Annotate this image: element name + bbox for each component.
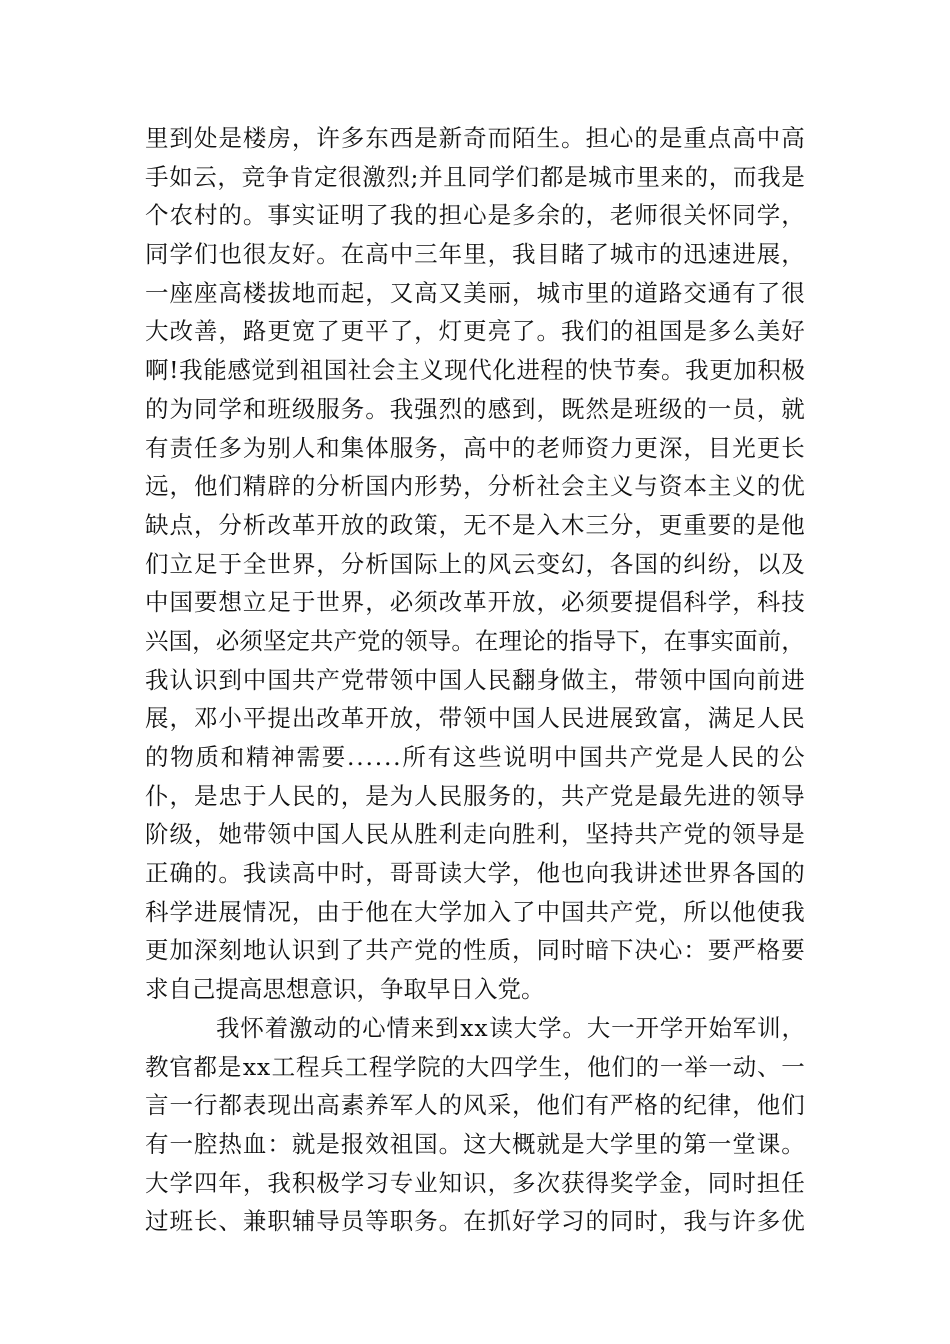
text-line: 手 如 云 ， 竞 争 肯 定 很 激 烈 ; 并 且 同 学 们 都 是 城 市 里 来 的 ， 而 我 是 <box>145 162 805 191</box>
text-line: 正 确 的 。 我 读 高 中 时 ， 哥 哥 读 大 学 ， 他 也 向 我 讲 述 世 界 各 国 的 <box>145 859 805 888</box>
text-line: 过 班 长 、 兼 职 辅 导 员 等 职 务 。 在 抓 好 学 习 的 同 时 ， 我 与 许 多 优 <box>145 1207 805 1236</box>
text-line: 求自己提高思想意识，争取早日入党。 <box>145 975 545 1004</box>
text-line: 一 座 座 高 楼 拔 地 而 起 ， 又 高 又 美 丽 ， 城 市 里 的 道 路 交 通 有 了 很 <box>145 278 805 307</box>
body-text <box>145 119 805 1241</box>
text-line: 更 加 深 刻 地 认 识 到 了 共 产 党 的 性 质 ， 同 时 暗 下 决 心 ： 要 严 格 要 <box>145 936 805 965</box>
text-line: 我 认 识 到 中 国 共 产 党 带 领 中 国 人 民 翻 身 做 主 ， 带 领 中 国 向 前 进 <box>145 665 805 694</box>
text-line: 远 ， 他 们 精 辟 的 分 析 国 内 形 势 ， 分 析 社 会 主 义 与 资 本 主 义 的 优 <box>145 472 805 501</box>
text-line: 里 到 处 是 楼 房 ， 许 多 东 西 是 新 奇 而 陌 生 。 担 心 的 是 重 点 高 中 高 <box>145 124 805 152</box>
text-line: 有 一 腔 热 血 ： 就 是 报 效 祖 国 。 这 大 概 就 是 大 学 里 的 第 一 堂 课 。 <box>145 1129 805 1158</box>
text-line: 阶 级 ， 她 带 领 中 国 人 民 从 胜 利 走 向 胜 利 ， 坚 持 共 产 党 的 领 导 是 <box>145 820 805 849</box>
text-line: 缺 点 ， 分 析 改 革 开 放 的 政 策 ， 无 不 是 入 木 三 分 ， 更 重 要 的 是 他 <box>145 510 805 539</box>
text-line: 们 立 足 于 全 世 界 ， 分 析 国 际 上 的 风 云 变 幻 ， 各 国 的 纠 纷 ， 以 及 <box>145 549 805 578</box>
text-line: 教 官 都 是 x x 工 程 兵 工 程 学 院 的 大 四 学 生 ， 他 们 的 一 举 一 动 、 一 <box>145 1052 805 1081</box>
text-line: 个 农 村 的 。 事 实 证 明 了 我 的 担 心 是 多 余 的 ， 老 师 很 关 怀 同 学 ， <box>145 201 805 230</box>
text-line: 兴 国 ， 必 须 坚 定 共 产 党 的 领 导 。 在 理 论 的 指 导 下 ， 在 事 实 面 前 ， <box>145 626 805 655</box>
text-line: 的 物 质 和 精 神 需 要 . . . . . . 所 有 这 些 说 明 中 国 共 产 党 是 人 民 的 公 <box>145 743 805 771</box>
text-line: 同 学 们 也 很 友 好 。 在 高 中 三 年 里 ， 我 目 睹 了 城 市 的 迅 速 进 展 ， <box>145 240 805 269</box>
text-line: 我 怀 着 激 动 的 心 情 来 到 x x 读 大 学 。 大 一 开 学 开 始 军 训 ， <box>216 1013 805 1042</box>
paragraph-1 <box>145 119 805 1009</box>
text-line: 啊 ! 我 能 感 觉 到 祖 国 社 会 主 义 现 代 化 进 程 的 快 节 奏 。 我 更 加 积 极 <box>145 356 805 385</box>
text-line: 大 改 善 ， 路 更 宽 了 更 平 了 ， 灯 更 亮 了 。 我 们 的 祖 国 是 多 么 美 好 <box>145 317 805 346</box>
text-line: 中 国 要 想 立 足 于 世 界 ， 必 须 改 革 开 放 ， 必 须 要 提 倡 科 学 ， 科 技 <box>145 588 805 617</box>
text-line: 仆 ， 是 忠 于 人 民 的 ， 是 为 人 民 服 务 的 ， 共 产 党 是 最 先 进 的 领 导 <box>145 781 805 810</box>
paragraph-2 <box>145 1009 805 1241</box>
text-line: 大 学 四 年 ， 我 积 极 学 习 专 业 知 识 ， 多 次 获 得 奖 学 金 ， 同 时 担 任 <box>145 1168 805 1197</box>
text-line: 科 学 进 展 情 况 ， 由 于 他 在 大 学 加 入 了 中 国 共 产 党 ， 所 以 他 使 我 <box>145 897 805 926</box>
text-line: 言 一 行 都 表 现 出 高 素 养 军 人 的 风 采 ， 他 们 有 严 格 的 纪 律 ， 他 们 <box>145 1091 805 1120</box>
text-line: 的 为 同 学 和 班 级 服 务 。 我 强 烈 的 感 到 ， 既 然 是 班 级 的 一 员 ， 就 <box>145 394 805 423</box>
text-line: 展 ， 邓 小 平 提 出 改 革 开 放 ， 带 领 中 国 人 民 进 展 致 富 ， 满 足 人 民 <box>145 704 805 733</box>
text-line: 有 责 任 多 为 别 人 和 集 体 服 务 ， 高 中 的 老 师 资 力 更 深 ， 目 光 更 长 <box>145 433 805 462</box>
